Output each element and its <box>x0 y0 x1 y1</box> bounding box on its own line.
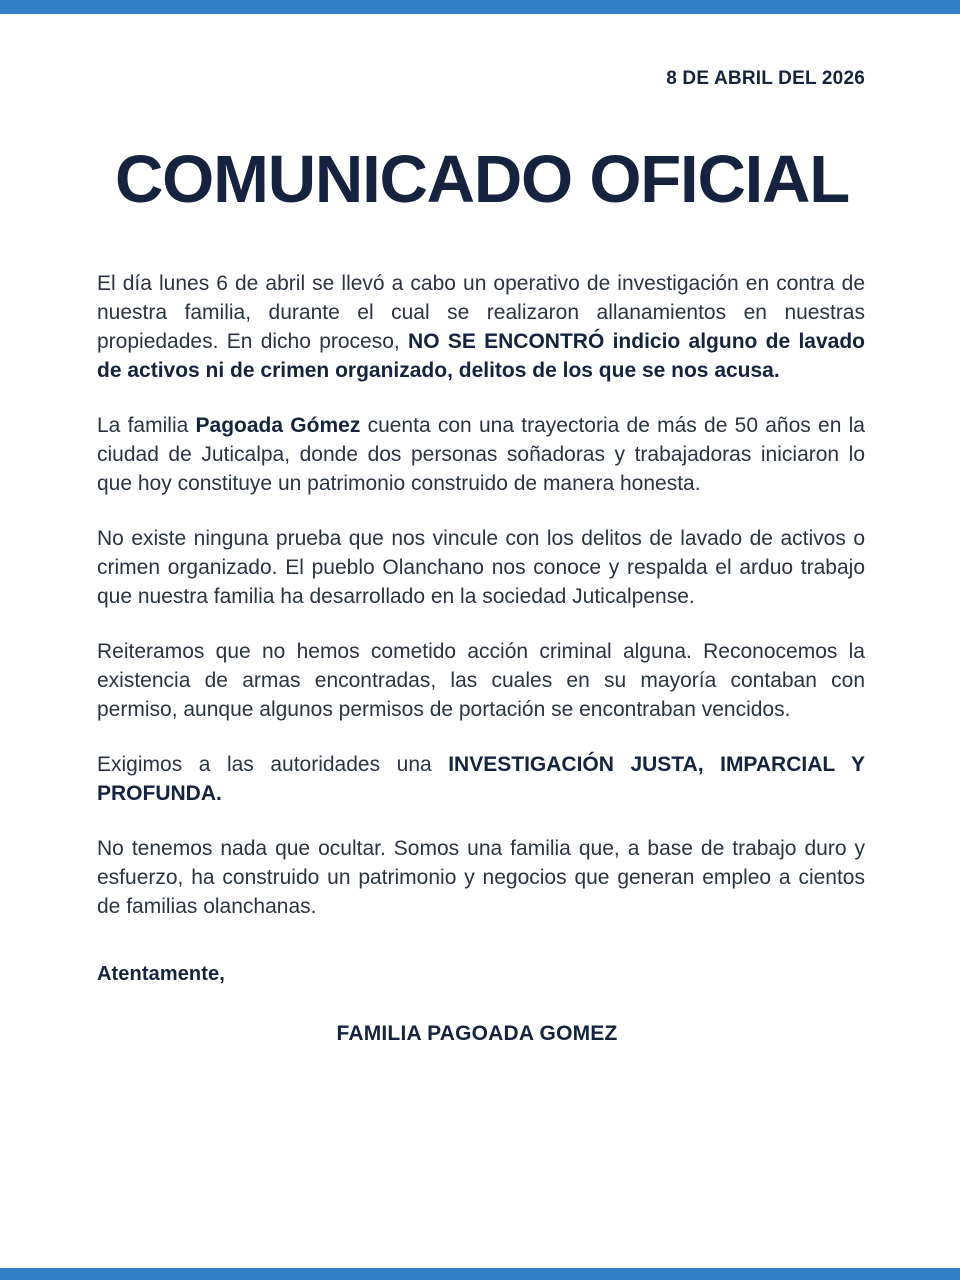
emphasis-text: NO SE ENCONTRÓ indicio alguno de lavado de activos ni de crimen organizado, delitos de los que se nos acusa. <box>97 330 865 382</box>
emphasis-text: INVESTIGACIÓN JUSTA, IMPARCIAL Y PROFUNDA. <box>97 753 866 805</box>
emphasis-text: Pagoada Gómez <box>195 414 361 437</box>
paragraph-4 <box>97 637 865 724</box>
page-title: COMUNICADO OFICIAL <box>115 142 849 217</box>
plain-text: El día lunes 6 de abril se llevó a cabo un operativo de investigación en contra de nuestra familia, durante el cual se realizaron allanamientos en nuestras propiedades. En dicho proceso, <box>97 272 865 353</box>
document-date: 8 DE ABRIL DEL 2026 <box>666 68 865 89</box>
plain-text: La familia <box>97 414 196 437</box>
plain-text: Reiteramos que no hemos cometido acción criminal alguna. Reconocemos la existencia de armas encontradas, las cuales en su mayoría contaban con permiso, aunque algunos permisos de portación se encontraban vencidos. <box>97 640 865 721</box>
plain-text: cuenta con una trayectoria de más de 50 años en la ciudad de Juticalpa, donde dos personas soñadoras y trabajadoras iniciaron lo que hoy constituye un patrimonio construido de manera honesta. <box>97 414 865 495</box>
signature-line: FAMILIA PAGOADA GOMEZ <box>336 1022 618 1045</box>
paragraph-3 <box>97 524 865 611</box>
bottom-accent-bar <box>0 1268 960 1280</box>
body-paragraphs <box>97 269 865 921</box>
paragraph-1 <box>97 269 865 385</box>
document-content <box>0 14 960 1268</box>
top-accent-bar <box>0 0 960 14</box>
paragraph-5 <box>97 750 865 808</box>
plain-text: No existe ninguna prueba que nos vincule con los delitos de lavado de activos o crimen organizado. El pueblo Olanchano nos conoce y respalda el arduo trabajo que nuestra familia ha desarrollado en la sociedad Juticalpense. <box>97 527 865 608</box>
plain-text: No tenemos nada que ocultar. Somos una familia que, a base de trabajo duro y esfuerzo, ha construido un patrimonio y negocios que generan empleo a cientos de familias olanchanas. <box>97 837 865 918</box>
paragraph-6 <box>97 834 865 921</box>
signoff-text: Atentamente, <box>97 963 225 985</box>
paragraph-2 <box>97 411 865 498</box>
plain-text: Exigimos a las autoridades una <box>97 753 449 776</box>
